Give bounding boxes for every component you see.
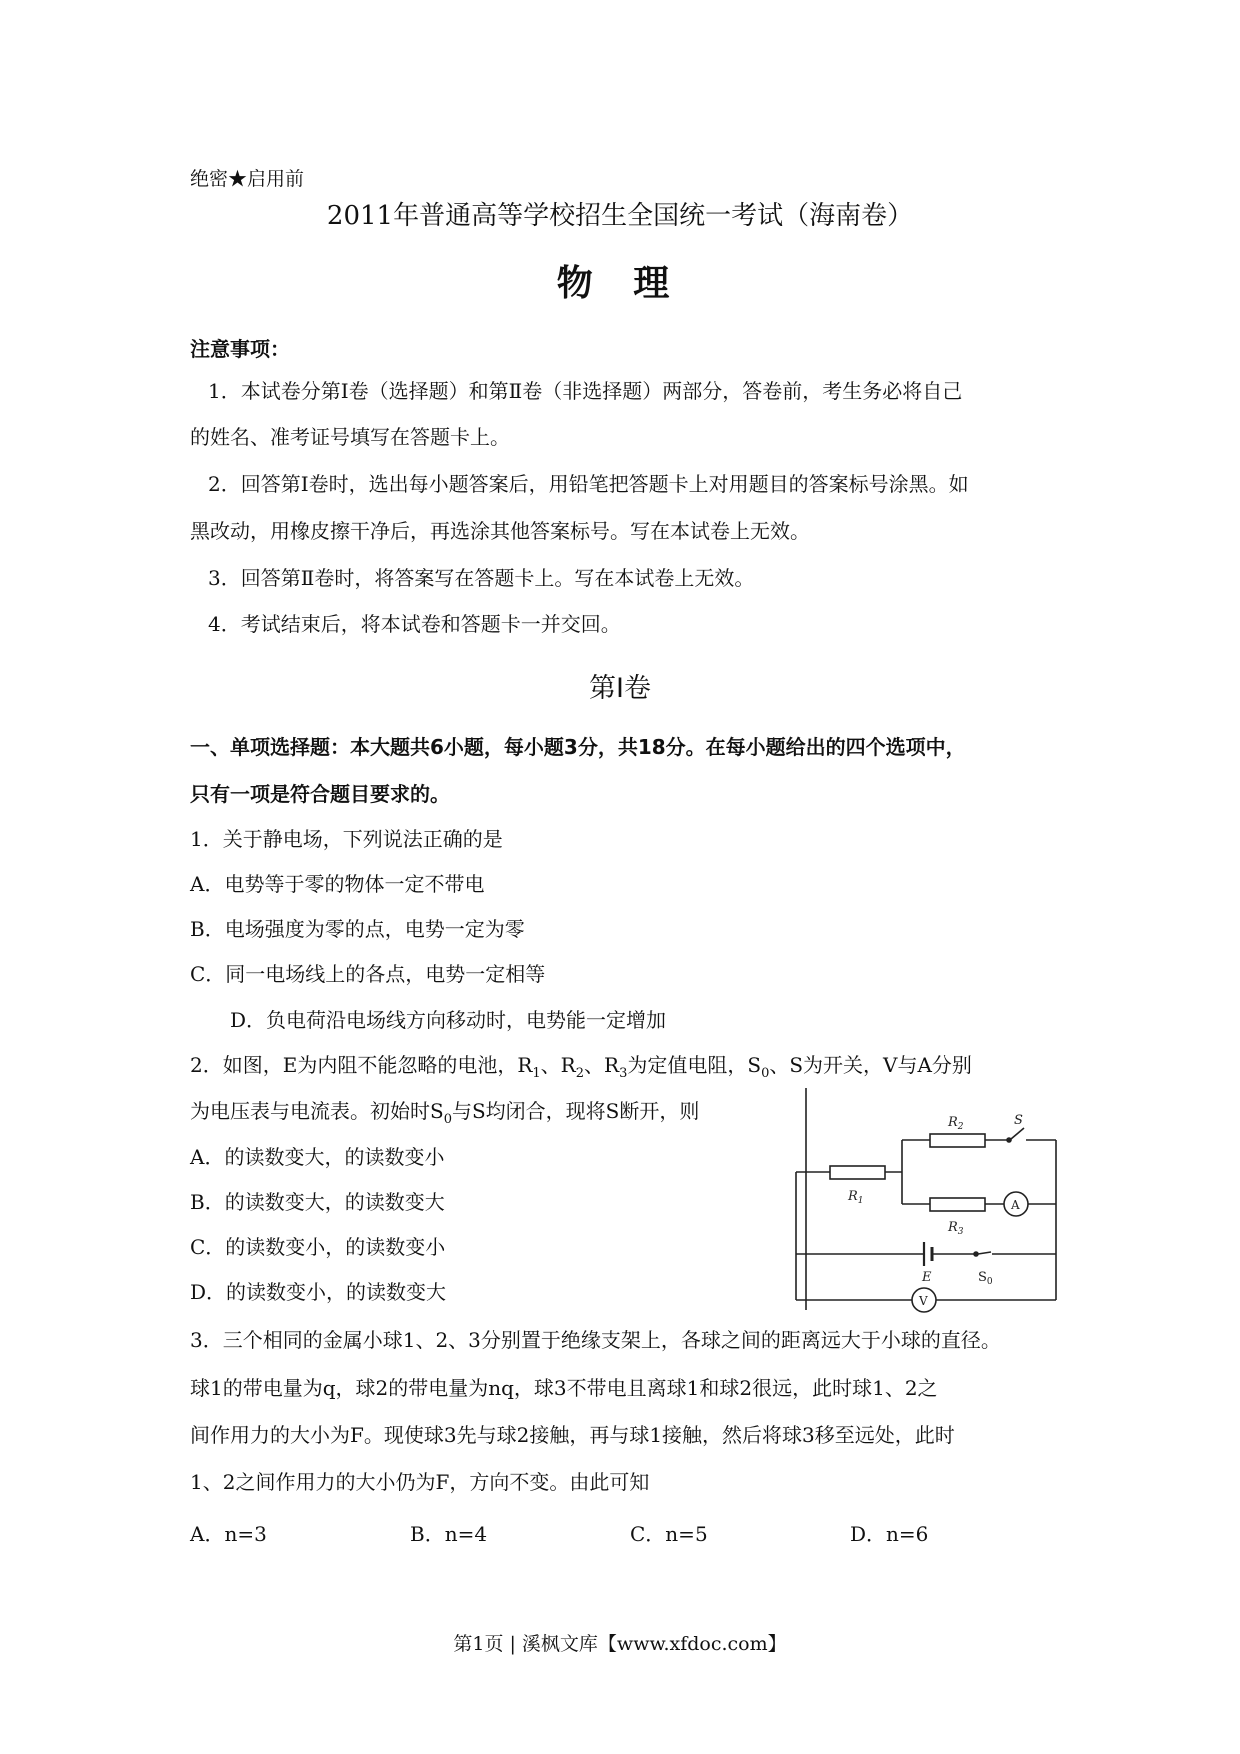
- resistor-r2: [930, 1134, 985, 1147]
- notice-item-1-line-2: 的姓名、准考证号填写在答题卡上。: [190, 425, 510, 449]
- notice-heading: 注意事项：: [190, 337, 290, 361]
- q2-stem-text: 与S均闭合，现将S断开，则: [451, 1099, 700, 1123]
- q2-r3-subscript: 3: [619, 1066, 628, 1081]
- notice-item-2-line-1: 2．回答第Ⅰ卷时，选出每小题答案后，用铅笔把答题卡上对用题目的答案标号涂黑。如: [208, 472, 969, 496]
- question-2-option-d: D．的读数变小，的读数变大: [190, 1280, 447, 1304]
- question-2-stem-line-1: [190, 1053, 972, 1086]
- question-2-option-b: B．的读数变大，的读数变大: [190, 1190, 445, 1214]
- subject-title: 物 理: [556, 263, 684, 304]
- notice-item-3: 3．回答第Ⅱ卷时，将答案写在答题卡上。写在本试卷上无效。: [208, 566, 755, 590]
- q2-stem-text: 为定值电阻，S: [627, 1053, 762, 1077]
- question-1-stem: 1．关于静电场，下列说法正确的是: [190, 827, 503, 851]
- q2-r2-subscript: 2: [575, 1066, 585, 1081]
- part-one-title: 第Ⅰ卷: [589, 673, 651, 704]
- label-r2: $R_2$: [948, 1115, 964, 1132]
- question-3-option-b: B．n=4: [410, 1522, 488, 1546]
- section-1-instructions-line-1: 一、单项选择题：本大题共6小题，每小题3分，共18分。在每小题给出的四个选项中，: [190, 735, 966, 759]
- question-3-line-2: 球1的带电量为q，球2的带电量为nq，球3不带电且离球1和球2很远，此时球1、2之: [190, 1376, 938, 1400]
- question-1-option-a: A．电势等于零的物体一定不带电: [190, 872, 485, 896]
- question-2-option-c: C．的读数变小，的读数变小: [190, 1235, 446, 1259]
- q2-stem-text: 、R: [540, 1053, 576, 1077]
- switch-s0-contact: [974, 1252, 978, 1256]
- notice-item-1-line-1: 1．本试卷分第Ⅰ卷（选择题）和第Ⅱ卷（非选择题）两部分，答卷前，考生务必将自己: [208, 379, 963, 403]
- question-3-line-3: 间作用力的大小为F。现使球3先与球2接触，再与球1接触，然后将球3移至远处，此时: [190, 1423, 955, 1447]
- question-2-stem-line-2: [190, 1099, 699, 1132]
- question-1-option-c: C．同一电场线上的各点，电势一定相等: [190, 962, 546, 986]
- label-r1: $R_1$: [848, 1189, 864, 1206]
- switch-s-blade: [1011, 1128, 1024, 1139]
- confidential-mark: 绝密★启用前: [190, 168, 305, 190]
- label-r3: $R_3$: [948, 1220, 964, 1237]
- question-1-option-d: D．负电荷沿电场线方向移动时，电势能一定增加: [230, 1008, 667, 1032]
- label-switch-s0: $S_0$: [978, 1270, 993, 1287]
- section-1-instructions-line-2: 只有一项是符合题目要求的。: [190, 782, 450, 806]
- q2-stem-text: 、R: [584, 1053, 620, 1077]
- label-switch-s: S: [1014, 1113, 1023, 1128]
- question-3-option-c: C．n=5: [630, 1522, 708, 1546]
- label-battery-e: E: [922, 1270, 932, 1285]
- question-3-options: [190, 1518, 1090, 1547]
- question-3-option-d: D．n=6: [850, 1522, 929, 1546]
- resistor-r1: [830, 1166, 885, 1179]
- q2-r1-subscript: 1: [532, 1066, 541, 1081]
- exam-title: 2011年普通高等学校招生全国统一考试（海南卷）: [326, 201, 914, 231]
- q2-s0-subscript: 0: [443, 1112, 452, 1127]
- notice-item-4: 4．考试结束后，将本试卷和答题卡一并交回。: [208, 612, 621, 636]
- q2-s0-subscript: 0: [761, 1066, 770, 1081]
- circuit-diagram: [786, 1088, 1076, 1320]
- page-footer: 第1页 | 溪枫文库【www.xfdoc.com】: [453, 1633, 787, 1655]
- voltmeter-letter: V: [919, 1294, 928, 1308]
- question-1-option-b: B．电场强度为零的点，电势一定为零: [190, 917, 525, 941]
- q2-stem-text: 、S为开关，V与A分别: [769, 1053, 972, 1077]
- notice-item-2-line-2: 黑改动，用橡皮擦干净后，再选涂其他答案标号。写在本试卷上无效。: [190, 519, 810, 543]
- resistor-r3: [930, 1198, 985, 1211]
- switch-s0-blade: [978, 1252, 991, 1254]
- question-3-option-a: A．n=3: [190, 1522, 267, 1546]
- q2-stem-text: 为电压表与电流表。初始时S: [190, 1099, 444, 1123]
- question-3-line-4: 1、2之间作用力的大小仍为F，方向不变。由此可知: [190, 1470, 650, 1494]
- switch-s-contact: [1007, 1138, 1011, 1142]
- question-2-option-a: A．的读数变大，的读数变小: [190, 1145, 445, 1169]
- question-3-line-1: 3．三个相同的金属小球1、2、3分别置于绝缘支架上，各球之间的距离远大于小球的直径。: [190, 1328, 1001, 1352]
- q2-stem-text: 2．如图，E为内阻不能忽略的电池，R: [190, 1053, 533, 1077]
- ammeter-letter: A: [1011, 1198, 1020, 1212]
